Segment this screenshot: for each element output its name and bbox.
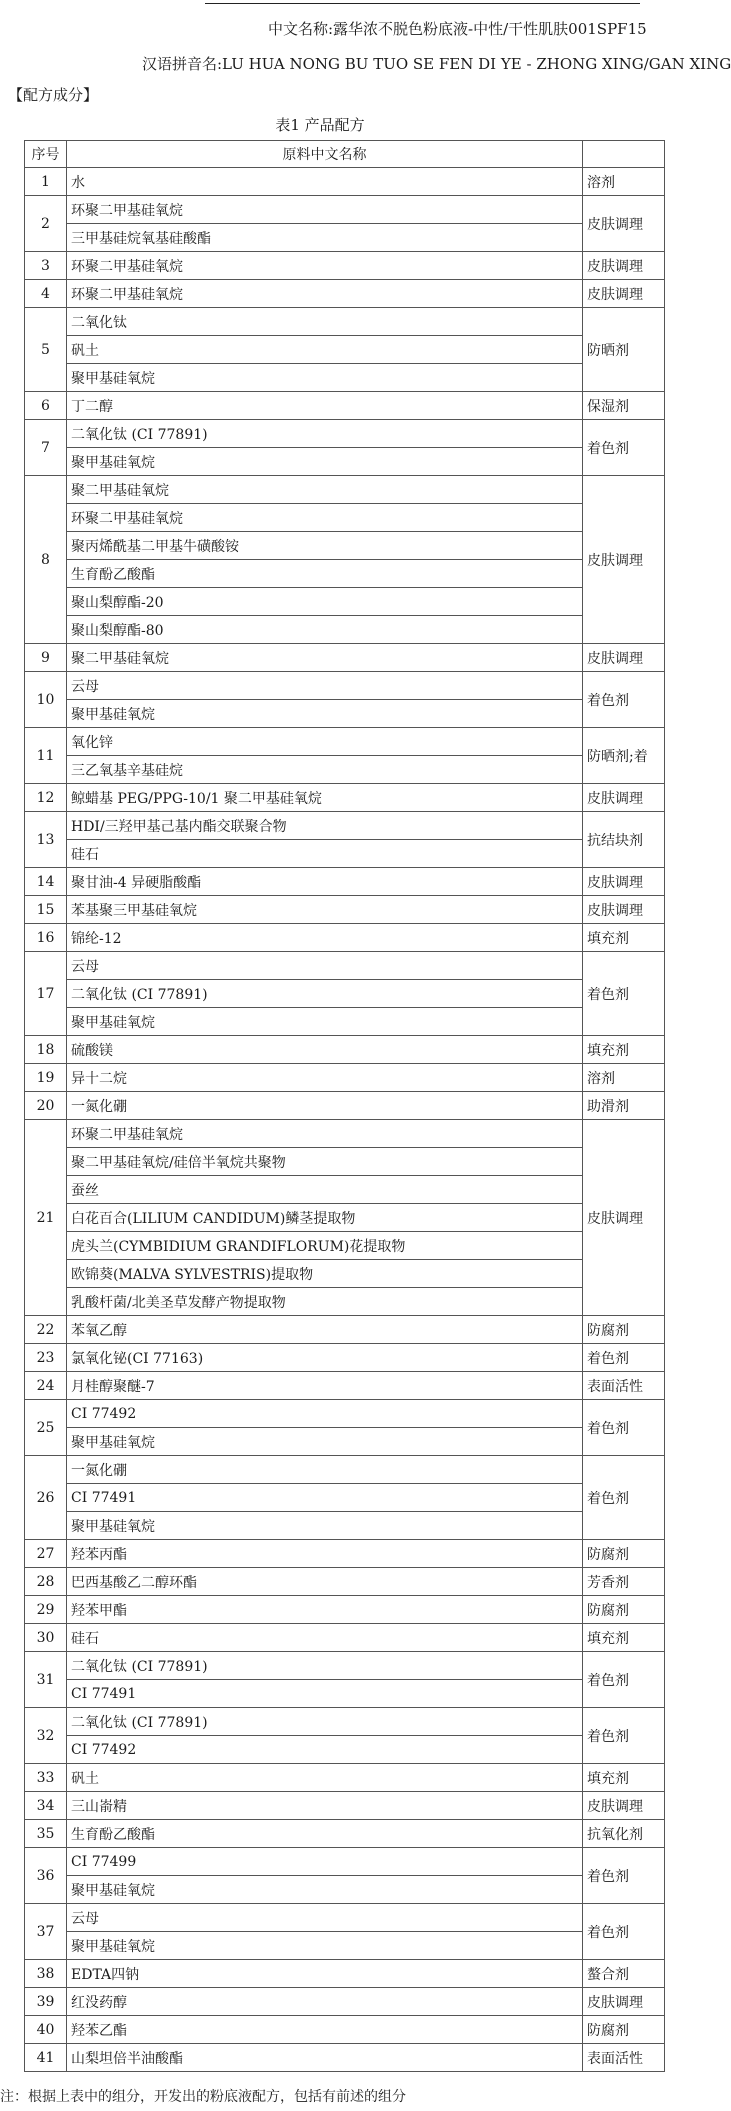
ingredient-name: 矾土: [67, 336, 583, 364]
ingredient-name: 硫酸镁: [67, 1036, 583, 1064]
ingredient-function: 着色剂: [583, 1652, 665, 1708]
ingredient-name: CI 77491: [67, 1484, 583, 1512]
ingredient-function: 着色剂: [583, 672, 665, 728]
table-row: [25, 1372, 665, 1400]
product-chinese-name: 中文名称:露华浓不脱色粉底液-中性/干性肌肤001SPF15: [268, 20, 647, 38]
table-row: [25, 924, 665, 952]
row-seq-number: 5: [25, 308, 67, 392]
table-row: [25, 1316, 665, 1344]
ingredient-name: 三甲基硅烷氧基硅酸酯: [67, 224, 583, 252]
table-row: [25, 1176, 665, 1204]
table-row: [25, 168, 665, 196]
table-row: [25, 1008, 665, 1036]
ingredient-name: 巴西基酸乙二醇环酯: [67, 1568, 583, 1596]
table-row: [25, 952, 665, 980]
ingredient-name: 蚕丝: [67, 1176, 583, 1204]
ingredient-function: 助滑剂: [583, 1092, 665, 1120]
ingredient-name: 锦纶-12: [67, 924, 583, 952]
ingredient-name: 二氧化钛 (CI 77891): [67, 1708, 583, 1736]
row-seq-number: 15: [25, 896, 67, 924]
table-row: [25, 1708, 665, 1736]
table-row: [25, 1120, 665, 1148]
ingredient-name: 乳酸杆菌/北美圣草发酵产物提取物: [67, 1288, 583, 1316]
ingredient-name: 虎头兰(CYMBIDIUM GRANDIFLORUM)花提取物: [67, 1232, 583, 1260]
table-row: [25, 364, 665, 392]
ingredient-function: 着色剂: [583, 1848, 665, 1904]
table-row: [25, 756, 665, 784]
ingredient-name: 二氧化钛: [67, 308, 583, 336]
ingredient-function: 皮肤调理: [583, 196, 665, 252]
ingredient-function: 着色剂: [583, 1708, 665, 1764]
table-row: [25, 1400, 665, 1428]
row-seq-number: 21: [25, 1120, 67, 1316]
ingredient-name: 三乙氧基辛基硅烷: [67, 756, 583, 784]
ingredient-name: 环聚二甲基硅氧烷: [67, 1120, 583, 1148]
table-row: [25, 700, 665, 728]
ingredient-name: 氯氧化铋(CI 77163): [67, 1344, 583, 1372]
table-row: [25, 588, 665, 616]
table-row: [25, 1428, 665, 1456]
table-row: [25, 252, 665, 280]
row-seq-number: 6: [25, 392, 67, 420]
row-seq-number: 8: [25, 476, 67, 644]
table-row: [25, 1792, 665, 1820]
ingredient-name: 丁二醇: [67, 392, 583, 420]
table-row: [25, 476, 665, 504]
table-row: [25, 1288, 665, 1316]
ingredient-name: 聚二甲基硅氧烷: [67, 644, 583, 672]
ingredient-function: 填充剂: [583, 1624, 665, 1652]
ingredient-name: 羟苯乙酯: [67, 2016, 583, 2044]
ingredient-name: 白花百合(LILIUM CANDIDUM)鳞茎提取物: [67, 1204, 583, 1232]
table-row: [25, 1848, 665, 1876]
ingredient-function: 皮肤调理: [583, 644, 665, 672]
table-row: [25, 1148, 665, 1176]
row-seq-number: 39: [25, 1988, 67, 2016]
ingredient-function: 皮肤调理: [583, 1792, 665, 1820]
table-row: [25, 1680, 665, 1708]
table-row: [25, 504, 665, 532]
row-seq-number: 20: [25, 1092, 67, 1120]
ingredient-function: 溶剂: [583, 1064, 665, 1092]
ingredient-name: 三山嵛精: [67, 1792, 583, 1820]
row-seq-number: 31: [25, 1652, 67, 1708]
row-seq-number: 36: [25, 1848, 67, 1904]
row-seq-number: 29: [25, 1596, 67, 1624]
ingredient-name: 水: [67, 168, 583, 196]
ingredient-name: 聚甲基硅氧烷: [67, 1876, 583, 1904]
row-seq-number: 27: [25, 1540, 67, 1568]
table-row: [25, 1456, 665, 1484]
ingredient-function: 防腐剂: [583, 2016, 665, 2044]
row-seq-number: 35: [25, 1820, 67, 1848]
ingredient-function: 填充剂: [583, 1764, 665, 1792]
top-rule: [205, 3, 640, 4]
row-seq-number: 25: [25, 1400, 67, 1456]
row-seq-number: 7: [25, 420, 67, 476]
table-row: [25, 1232, 665, 1260]
table-row: [25, 980, 665, 1008]
ingredient-name: 一氮化硼: [67, 1092, 583, 1120]
row-seq-number: 41: [25, 2044, 67, 2072]
table-row: [25, 1932, 665, 1960]
row-seq-number: 12: [25, 784, 67, 812]
row-seq-number: 10: [25, 672, 67, 728]
row-seq-number: 9: [25, 644, 67, 672]
table-row: [25, 616, 665, 644]
ingredient-function: 防腐剂: [583, 1540, 665, 1568]
col-header-function: [583, 141, 665, 168]
row-seq-number: 18: [25, 1036, 67, 1064]
ingredient-function: 芳香剂: [583, 1568, 665, 1596]
ingredient-function: 皮肤调理: [583, 1120, 665, 1316]
ingredient-function: 表面活性: [583, 2044, 665, 2072]
table-row: [25, 1652, 665, 1680]
ingredient-function: 着色剂: [583, 420, 665, 476]
ingredient-name: CI 77492: [67, 1736, 583, 1764]
table-row: [25, 812, 665, 840]
table-row: [25, 532, 665, 560]
table-row: [25, 1764, 665, 1792]
table-row: [25, 1064, 665, 1092]
table-row: [25, 448, 665, 476]
table-row: [25, 1344, 665, 1372]
table-row: [25, 1596, 665, 1624]
ingredient-function: 皮肤调理: [583, 1988, 665, 2016]
ingredient-name: 聚二甲基硅氧烷/硅倍半氧烷共聚物: [67, 1148, 583, 1176]
table-row: [25, 392, 665, 420]
table-row: [25, 728, 665, 756]
ingredient-name: 聚山梨醇酯-20: [67, 588, 583, 616]
row-seq-number: 34: [25, 1792, 67, 1820]
row-seq-number: 19: [25, 1064, 67, 1092]
ingredient-name: 云母: [67, 672, 583, 700]
row-seq-number: 16: [25, 924, 67, 952]
ingredient-function: 填充剂: [583, 1036, 665, 1064]
table-row: [25, 1484, 665, 1512]
ingredient-function: 着色剂: [583, 1904, 665, 1960]
ingredient-function: 着色剂: [583, 952, 665, 1036]
ingredient-name: CI 77491: [67, 1680, 583, 1708]
table-row: [25, 840, 665, 868]
ingredient-name: 环聚二甲基硅氧烷: [67, 196, 583, 224]
ingredient-name: 聚丙烯酰基二甲基牛磺酸铵: [67, 532, 583, 560]
ingredient-function: 表面活性: [583, 1372, 665, 1400]
ingredient-name: 聚甘油-4 异硬脂酸酯: [67, 868, 583, 896]
ingredient-function: 填充剂: [583, 924, 665, 952]
row-seq-number: 33: [25, 1764, 67, 1792]
table-row: [25, 336, 665, 364]
ingredient-name: 矾土: [67, 1764, 583, 1792]
ingredient-function: 抗氧化剂: [583, 1820, 665, 1848]
ingredient-function: 皮肤调理: [583, 476, 665, 644]
ingredient-name: 二氧化钛 (CI 77891): [67, 1652, 583, 1680]
table-row: [25, 1568, 665, 1596]
ingredient-name: 二氧化钛 (CI 77891): [67, 420, 583, 448]
ingredient-name: 生育酚乙酸酯: [67, 560, 583, 588]
ingredient-name: 聚甲基硅氧烷: [67, 448, 583, 476]
row-seq-number: 11: [25, 728, 67, 784]
table-header-row: [25, 141, 665, 168]
table-row: [25, 420, 665, 448]
table-row: [25, 224, 665, 252]
row-seq-number: 38: [25, 1960, 67, 1988]
table-row: [25, 1876, 665, 1904]
ingredient-function: 皮肤调理: [583, 252, 665, 280]
product-pinyin-name: 汉语拼音名:LU HUA NONG BU TUO SE FEN DI YE - ZHONG XING/GAN XING: [142, 55, 731, 73]
row-seq-number: 2: [25, 196, 67, 252]
ingredient-name: 月桂醇聚醚-7: [67, 1372, 583, 1400]
table-row: [25, 784, 665, 812]
ingredient-name: 山梨坦倍半油酸酯: [67, 2044, 583, 2072]
ingredient-name: 鲸蜡基 PEG/PPG-10/1 聚二甲基硅氧烷: [67, 784, 583, 812]
col-header-seq: 序号: [25, 141, 67, 168]
row-seq-number: 3: [25, 252, 67, 280]
ingredient-name: 聚甲基硅氧烷: [67, 364, 583, 392]
table-row: [25, 1624, 665, 1652]
ingredient-function: 防晒剂: [583, 308, 665, 392]
row-seq-number: 1: [25, 168, 67, 196]
ingredient-name: 羟苯甲酯: [67, 1596, 583, 1624]
row-seq-number: 26: [25, 1456, 67, 1540]
ingredient-name: 异十二烷: [67, 1064, 583, 1092]
ingredient-name: 环聚二甲基硅氧烷: [67, 252, 583, 280]
ingredient-name: CI 77499: [67, 1848, 583, 1876]
ingredient-name: 红没药醇: [67, 1988, 583, 2016]
row-seq-number: 28: [25, 1568, 67, 1596]
row-seq-number: 4: [25, 280, 67, 308]
ingredient-function: 着色剂: [583, 1456, 665, 1540]
table-body: [25, 168, 665, 2072]
ingredient-function: 皮肤调理: [583, 280, 665, 308]
ingredient-name: 聚甲基硅氧烷: [67, 1932, 583, 1960]
table-row: [25, 672, 665, 700]
table-row: [25, 308, 665, 336]
ingredient-name: 聚二甲基硅氧烷: [67, 476, 583, 504]
ingredient-name: 聚甲基硅氧烷: [67, 1512, 583, 1540]
ingredient-name: 硅石: [67, 1624, 583, 1652]
ingredient-name: 一氮化硼: [67, 1456, 583, 1484]
ingredient-function: 皮肤调理: [583, 868, 665, 896]
ingredient-function: 皮肤调理: [583, 784, 665, 812]
ingredient-function: 抗结块剂: [583, 812, 665, 868]
table-row: [25, 1736, 665, 1764]
ingredient-name: 聚山梨醇酯-80: [67, 616, 583, 644]
ingredient-name: 二氧化钛 (CI 77891): [67, 980, 583, 1008]
table-row: [25, 2016, 665, 2044]
row-seq-number: 37: [25, 1904, 67, 1960]
ingredient-name: 聚甲基硅氧烷: [67, 1008, 583, 1036]
ingredient-name: 苯基聚三甲基硅氧烷: [67, 896, 583, 924]
ingredient-function: 保湿剂: [583, 392, 665, 420]
ingredient-name: 聚甲基硅氧烷: [67, 700, 583, 728]
table-row: [25, 1820, 665, 1848]
formula-table: [24, 140, 665, 2072]
section-title: 【配方成分】: [8, 86, 99, 104]
table-row: [25, 2044, 665, 2072]
row-seq-number: 13: [25, 812, 67, 868]
table-row: [25, 896, 665, 924]
table-row: [25, 1512, 665, 1540]
footer-note: 注：根据上表中的组分，开发出的粉底液配方，包括有前述的组分: [0, 2089, 406, 2105]
row-seq-number: 17: [25, 952, 67, 1036]
table-row: [25, 1260, 665, 1288]
ingredient-name: 羟苯丙酯: [67, 1540, 583, 1568]
ingredient-name: 氧化锌: [67, 728, 583, 756]
row-seq-number: 32: [25, 1708, 67, 1764]
ingredient-name: 云母: [67, 1904, 583, 1932]
table-row: [25, 868, 665, 896]
ingredient-name: EDTA四钠: [67, 1960, 583, 1988]
table-row: [25, 1036, 665, 1064]
ingredient-name: 环聚二甲基硅氧烷: [67, 504, 583, 532]
table-row: [25, 280, 665, 308]
ingredient-function: 防晒剂;着: [583, 728, 665, 784]
table-row: [25, 1092, 665, 1120]
ingredient-function: 螯合剂: [583, 1960, 665, 1988]
ingredient-name: 环聚二甲基硅氧烷: [67, 280, 583, 308]
ingredient-function: 防腐剂: [583, 1316, 665, 1344]
ingredient-name: HDI/三羟甲基己基内酯交联聚合物: [67, 812, 583, 840]
table-row: [25, 1988, 665, 2016]
table-caption: 表1 产品配方: [275, 116, 365, 134]
row-seq-number: 40: [25, 2016, 67, 2044]
table-row: [25, 196, 665, 224]
table-row: [25, 560, 665, 588]
row-seq-number: 24: [25, 1372, 67, 1400]
col-header-name: 原料中文名称: [67, 141, 583, 168]
row-seq-number: 30: [25, 1624, 67, 1652]
ingredient-function: 着色剂: [583, 1344, 665, 1372]
ingredient-name: 云母: [67, 952, 583, 980]
table-row: [25, 1540, 665, 1568]
ingredient-function: 溶剂: [583, 168, 665, 196]
table-row: [25, 1904, 665, 1932]
ingredient-name: 欧锦葵(MALVA SYLVESTRIS)提取物: [67, 1260, 583, 1288]
ingredient-name: CI 77492: [67, 1400, 583, 1428]
ingredient-name: 聚甲基硅氧烷: [67, 1428, 583, 1456]
ingredient-name: 硅石: [67, 840, 583, 868]
table-row: [25, 1960, 665, 1988]
row-seq-number: 23: [25, 1344, 67, 1372]
table-row: [25, 644, 665, 672]
table-row: [25, 1204, 665, 1232]
ingredient-name: 苯氧乙醇: [67, 1316, 583, 1344]
row-seq-number: 22: [25, 1316, 67, 1344]
ingredient-function: 皮肤调理: [583, 896, 665, 924]
ingredient-function: 防腐剂: [583, 1596, 665, 1624]
row-seq-number: 14: [25, 868, 67, 896]
ingredient-name: 生育酚乙酸酯: [67, 1820, 583, 1848]
ingredient-function: 着色剂: [583, 1400, 665, 1456]
